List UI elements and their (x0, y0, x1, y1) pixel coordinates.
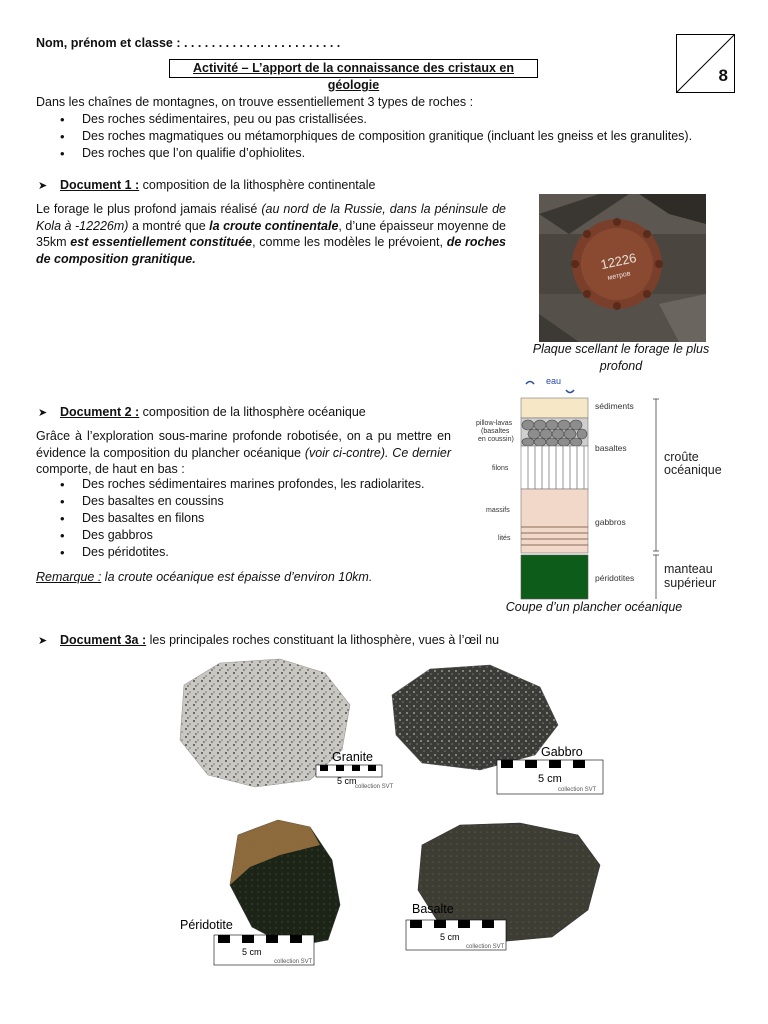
basalt-label: Basalte (412, 902, 454, 916)
basalt-sample (406, 823, 600, 950)
scale-bar (406, 920, 506, 950)
sediment-label: sédiments (595, 401, 634, 411)
doc2-title: composition de la lithosphère océanique (139, 405, 366, 419)
gabbro-label: gabbros (595, 517, 626, 527)
doc2-label: Document 2 : (60, 405, 140, 419)
gabbro-label: Gabbro (541, 745, 583, 759)
list-item: • Des péridotites. (36, 544, 456, 561)
doc1-title: composition de la lithosphère continentale (139, 178, 376, 192)
oceanic-crust-label: océanique (664, 463, 722, 477)
intro-section (36, 94, 736, 162)
remark-label: Remarque : (36, 570, 102, 584)
doc1-text: , comme les modèles le prévoient, (252, 235, 447, 249)
doc3a-title: les principales roches constituant la lithosphère, vues à l’œil nu (146, 633, 500, 647)
pillow-shapes (522, 420, 587, 446)
doc1-emphasis: est essentiellement constituée (70, 235, 253, 249)
scale-bar (497, 760, 603, 794)
list-item: • Des roches sédimentaires, peu ou pas cristallisées. (36, 111, 736, 128)
water-wave-icon (526, 382, 534, 385)
doc1-paragraph (36, 201, 506, 267)
collection-credit: collection SVT (274, 959, 313, 965)
arrow-bullet-icon: ➤ (38, 180, 48, 192)
list-item: • Des roches magmatiques ou métamorphiques de composition granitique (incluant les gneiss et les granulites). (36, 128, 736, 145)
water-wave-icon (566, 390, 574, 393)
intro-list (36, 111, 736, 162)
basalt-label: basaltes (595, 443, 627, 453)
scale-label: 5 cm (242, 947, 262, 957)
granite-sample (180, 659, 394, 790)
doc2-caption: Coupe d’un plancher océanique (505, 600, 683, 614)
ocean-floor-diagram (474, 371, 744, 603)
gabbro-sample (392, 665, 603, 794)
grade-box (676, 34, 735, 93)
doc2-reference: (voir ci-contre). Ce dernier (304, 445, 451, 460)
scale-label: 5 cm (440, 932, 460, 942)
upper-mantle-label: manteau (664, 562, 713, 576)
arrow-bullet-icon: ➤ (38, 635, 48, 647)
pillow-label: pillow-lavas (476, 420, 513, 427)
water-label: eau (546, 376, 562, 386)
peridotite-sample (180, 820, 340, 965)
list-item: • Des gabbros (36, 527, 456, 544)
arrow-bullet-icon: ➤ (38, 407, 48, 419)
doc2-remark (36, 570, 372, 584)
depth-brackets (653, 399, 659, 599)
sediment-layer (521, 398, 588, 418)
dike-layer (521, 446, 588, 489)
peridotite-label: péridotites (595, 573, 635, 583)
doc1-emphasis: de roches de composition granitique. (36, 235, 506, 266)
scale-label: 5 cm (538, 773, 562, 785)
doc2-text: comporte, de haut en bas : (36, 462, 185, 476)
doc1-emphasis: la croute continentale (209, 218, 339, 233)
doc1-text: a montré que (128, 218, 210, 233)
oceanic-crust-label: croûte (664, 450, 699, 464)
collection-credit: collection SVT (466, 944, 505, 950)
granite-label: Granite (332, 750, 373, 764)
doc1-location: (au nord de la Russie, dans la péninsule de Kola à -12226m) (36, 202, 507, 233)
scale-label: 5 cm (337, 776, 357, 786)
doc2-text: Grâce à l’exploration sous-marine profonde robotisée, on a pu mettre en évidence la composition du plancher océanique (36, 429, 451, 460)
collection-credit: collection SVT (558, 787, 597, 793)
doc1-text: Le forage le plus profond jamais réalisé (36, 202, 262, 216)
layered-label: lités (498, 535, 511, 542)
doc1-label: Document 1 : (60, 178, 140, 192)
gabbro-layer (521, 489, 588, 553)
collection-credit: collection SVT (355, 784, 394, 790)
page-title (169, 59, 538, 92)
peridotite-layer (521, 555, 588, 599)
scale-bar (214, 935, 314, 965)
plate-unit: метров (607, 270, 632, 282)
list-item: • Des basaltes en filons (36, 510, 456, 527)
rock-photos (160, 655, 606, 970)
upper-mantle-label: supérieur (664, 576, 717, 590)
doc3a-label: Document 3a : (60, 633, 147, 647)
dike-label: filons (492, 465, 509, 472)
doc3a-heading (38, 632, 499, 650)
name-line: Nom, prénom et classe : . . . . . . . . . . . . . . . . . . . . . . . (36, 36, 341, 50)
page-title-text: Activité – L’apport de la connaissance des cristaux en géologie (193, 61, 514, 92)
plate-number: 12226 (599, 250, 638, 273)
doc2-list (36, 476, 456, 561)
doc1-heading (38, 177, 375, 195)
scale-bar (316, 765, 394, 790)
page-number: 8 (718, 66, 728, 85)
doc1-caption: Plaque scellant le forage le plus profond (532, 342, 710, 373)
peridotite-label: Péridotite (180, 918, 233, 932)
doc1-text: , d’une épaisseur moyenne de 35km (36, 218, 506, 249)
remark-text: la croute océanique est épaisse d’environ 10km. (101, 570, 373, 584)
pillow-label: en coussin) (478, 436, 514, 443)
doc2-paragraph (36, 428, 451, 478)
list-item: • Des roches que l’on qualifie d’ophiolites. (36, 145, 736, 162)
pillow-label: (basaltes (481, 428, 510, 435)
list-item: • Des basaltes en coussins (36, 493, 456, 510)
intro-text: Dans les chaînes de montagnes, on trouve essentiellement 3 types de roches : (36, 95, 474, 109)
doc2-heading (38, 404, 366, 422)
massive-label: massifs (486, 507, 510, 514)
borehole-plate-photo (539, 194, 706, 342)
list-item: • Des roches sédimentaires marines profondes, les radiolarites. (36, 476, 456, 493)
